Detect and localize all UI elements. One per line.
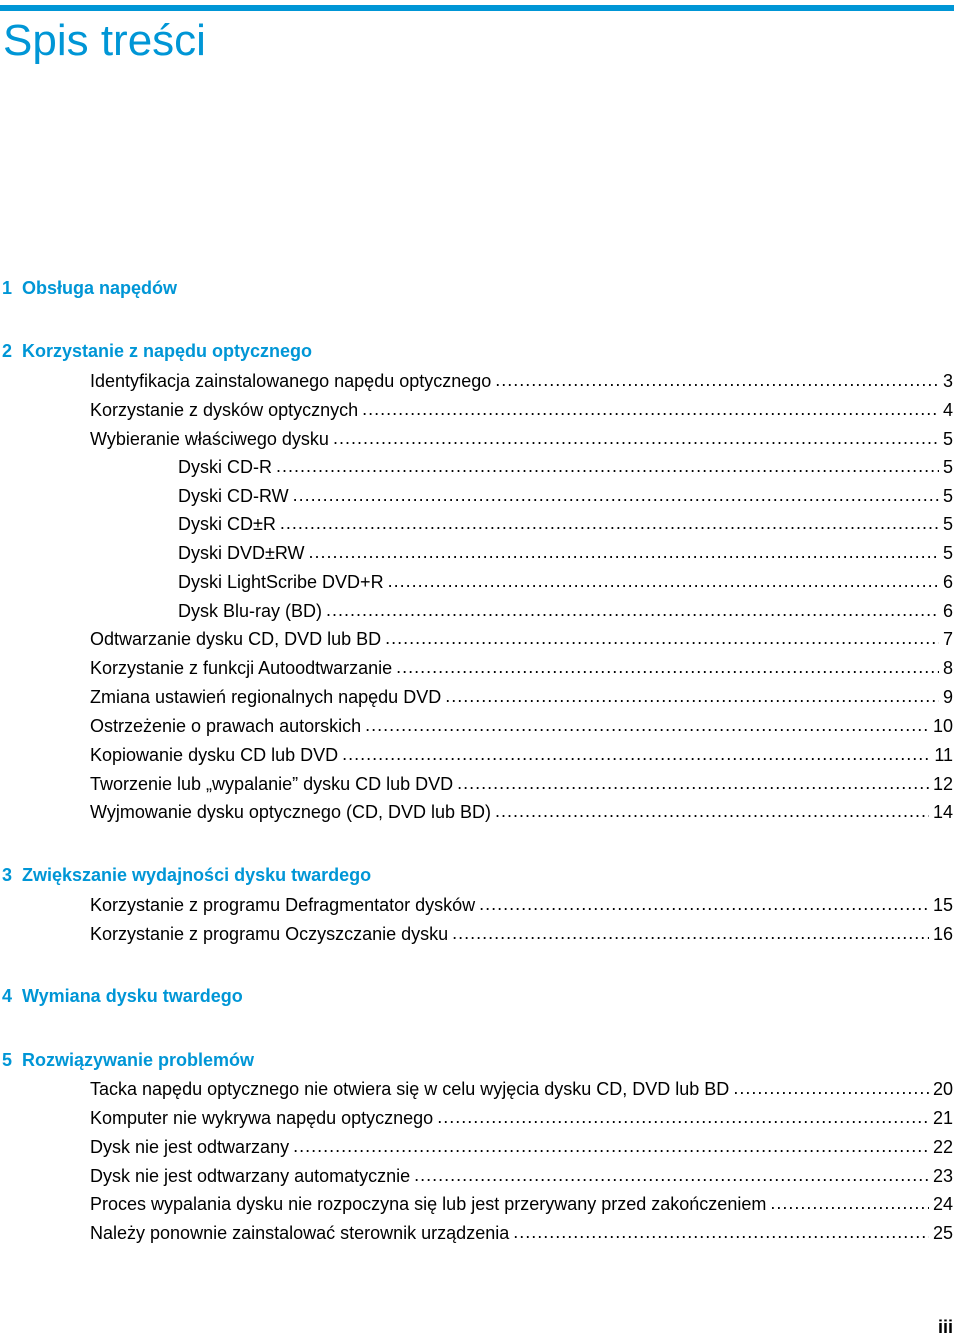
toc-entry[interactable]	[178, 455, 953, 479]
toc-entry[interactable]	[90, 685, 953, 709]
toc-entry[interactable]	[90, 1135, 953, 1159]
dot-leader	[495, 368, 939, 392]
chapter-title: Zwiększanie wydajności dysku twardego	[22, 865, 372, 885]
dot-leader	[396, 655, 939, 679]
dot-leader	[333, 426, 939, 450]
toc-entry-title: Dyski LightScribe DVD+R	[178, 572, 384, 592]
toc-entry-page: 5	[942, 486, 953, 506]
toc-entry-page: 14	[932, 802, 953, 822]
toc-entry-page: 7	[942, 629, 953, 649]
toc-entry[interactable]	[90, 656, 953, 680]
chapter-heading-2[interactable]	[2, 340, 312, 362]
dot-leader	[309, 540, 939, 564]
dot-leader	[362, 397, 939, 421]
toc-entry-title: Proces wypalania dysku nie rozpoczyna się lub jest przerywany przed zakończeniem	[90, 1194, 767, 1214]
toc-entry-title: Dysk Blu-ray (BD)	[178, 601, 323, 621]
toc-entry-title: Zmiana ustawień regionalnych napędu DVD	[90, 687, 442, 707]
dot-leader	[293, 1134, 929, 1158]
toc-entry[interactable]	[90, 800, 953, 824]
toc-entry[interactable]	[90, 627, 953, 651]
toc-entry-title: Tacka napędu optycznego nie otwiera się w celu wyjęcia dysku CD, DVD lub BD	[90, 1079, 730, 1099]
toc-entry-title: Dyski CD-R	[178, 457, 272, 477]
toc-entry[interactable]	[90, 1164, 953, 1188]
dot-leader	[445, 684, 939, 708]
chapter-number: 5	[2, 1050, 13, 1070]
toc-entry-title: Dyski DVD±RW	[178, 543, 305, 563]
top-rule	[0, 5, 954, 11]
toc-entry[interactable]	[178, 570, 953, 594]
toc-entry-page: 6	[942, 572, 953, 592]
chapter-heading-5[interactable]	[2, 1049, 254, 1071]
chapter-heading-1[interactable]	[2, 277, 177, 299]
toc-entry[interactable]	[178, 484, 953, 508]
dot-leader	[437, 1105, 929, 1129]
toc-entry-page: 22	[932, 1137, 953, 1157]
toc-entry-page: 5	[942, 514, 953, 534]
dot-leader	[388, 569, 939, 593]
dot-leader	[770, 1191, 929, 1215]
dot-leader	[457, 771, 929, 795]
dot-leader	[495, 799, 929, 823]
chapter-title: Wymiana dysku twardego	[22, 986, 243, 1006]
toc-entry-page: 24	[932, 1194, 953, 1214]
toc-entry-page: 16	[932, 924, 953, 944]
toc-entry[interactable]	[90, 922, 953, 946]
dot-leader	[385, 626, 939, 650]
toc-entry-title: Korzystanie z programu Defragmentator dysków	[90, 895, 476, 915]
toc-entry-title: Identyfikacja zainstalowanego napędu optycznego	[90, 371, 492, 391]
toc-entry-title: Kopiowanie dysku CD lub DVD	[90, 745, 339, 765]
toc-entry-page: 3	[942, 371, 953, 391]
toc-entry-page: 15	[932, 895, 953, 915]
dot-leader	[276, 454, 939, 478]
toc-entry-page: 4	[942, 400, 953, 420]
toc-entry-page: 23	[932, 1166, 953, 1186]
toc-entry-title: Komputer nie wykrywa napędu optycznego	[90, 1108, 434, 1128]
chapter-title: Obsługa napędów	[22, 278, 178, 298]
toc-entry-page: 11	[934, 745, 953, 765]
toc-entry-title: Dysk nie jest odtwarzany automatycznie	[90, 1166, 411, 1186]
toc-entry[interactable]	[90, 1077, 953, 1101]
toc-entry-title: Wybieranie właściwego dysku	[90, 429, 329, 449]
toc-entry[interactable]	[90, 1221, 953, 1245]
toc-entry[interactable]	[90, 369, 953, 393]
chapter-number: 2	[2, 341, 13, 361]
toc-entry[interactable]	[178, 541, 953, 565]
toc-entry-page: 5	[942, 543, 953, 563]
toc-entry-page: 8	[942, 658, 953, 678]
dot-leader	[326, 598, 939, 622]
toc-entry[interactable]	[90, 427, 953, 451]
toc-entry[interactable]	[90, 893, 953, 917]
toc-entry-page: 5	[942, 457, 953, 477]
dot-leader	[365, 713, 929, 737]
dot-leader	[513, 1220, 929, 1244]
toc-entry-title: Korzystanie z programu Oczyszczanie dysku	[90, 924, 449, 944]
toc-entry-page: 20	[932, 1079, 953, 1099]
toc-entry-page: 9	[942, 687, 953, 707]
toc-entry-title: Należy ponownie zainstalować sterownik urządzenia	[90, 1223, 510, 1243]
toc-entry-page: 5	[942, 429, 953, 449]
toc-entry-title: Dysk nie jest odtwarzany	[90, 1137, 290, 1157]
toc-entry-title: Ostrzeżenie o prawach autorskich	[90, 716, 362, 736]
toc-entry[interactable]	[90, 1106, 953, 1130]
chapter-heading-4[interactable]	[2, 985, 243, 1007]
dot-leader	[479, 892, 929, 916]
toc-entry[interactable]	[90, 1192, 953, 1216]
chapter-number: 1	[2, 278, 13, 298]
toc-entry[interactable]	[90, 398, 953, 422]
toc-entry[interactable]	[90, 743, 953, 767]
toc-entry[interactable]	[178, 599, 953, 623]
toc-entry-title: Odtwarzanie dysku CD, DVD lub BD	[90, 629, 382, 649]
toc-entry[interactable]	[90, 714, 953, 738]
page-number: iii	[937, 1317, 953, 1337]
toc-entry-page: 25	[932, 1223, 953, 1243]
toc-entry-title: Wyjmowanie dysku optycznego (CD, DVD lub BD)	[90, 802, 491, 822]
toc-entry-page: 10	[932, 716, 953, 736]
dot-leader	[414, 1163, 929, 1187]
toc-entry[interactable]	[90, 772, 953, 796]
chapter-number: 3	[2, 865, 13, 885]
toc-entry-title: Dyski CD-RW	[178, 486, 289, 506]
chapter-title: Rozwiązywanie problemów	[22, 1050, 255, 1070]
chapter-title: Korzystanie z napędu optycznego	[22, 341, 313, 361]
dot-leader	[342, 742, 930, 766]
dot-leader	[452, 921, 929, 945]
chapter-number: 4	[2, 986, 13, 1006]
toc-entry-page: 21	[932, 1108, 953, 1128]
dot-leader	[733, 1076, 929, 1100]
dot-leader	[280, 511, 939, 535]
page-title: Spis treści	[3, 16, 206, 65]
toc-entry-page: 6	[942, 601, 953, 621]
toc-entry[interactable]	[178, 512, 953, 536]
chapter-heading-3[interactable]	[2, 864, 371, 886]
dot-leader	[293, 483, 939, 507]
toc-entry-title: Tworzenie lub „wypalanie” dysku CD lub DVD	[90, 774, 454, 794]
toc-entry-title: Korzystanie z dysków optycznych	[90, 400, 359, 420]
toc-entry-title: Korzystanie z funkcji Autoodtwarzanie	[90, 658, 393, 678]
toc-entry-title: Dyski CD±R	[178, 514, 276, 534]
toc-entry-page: 12	[932, 774, 953, 794]
